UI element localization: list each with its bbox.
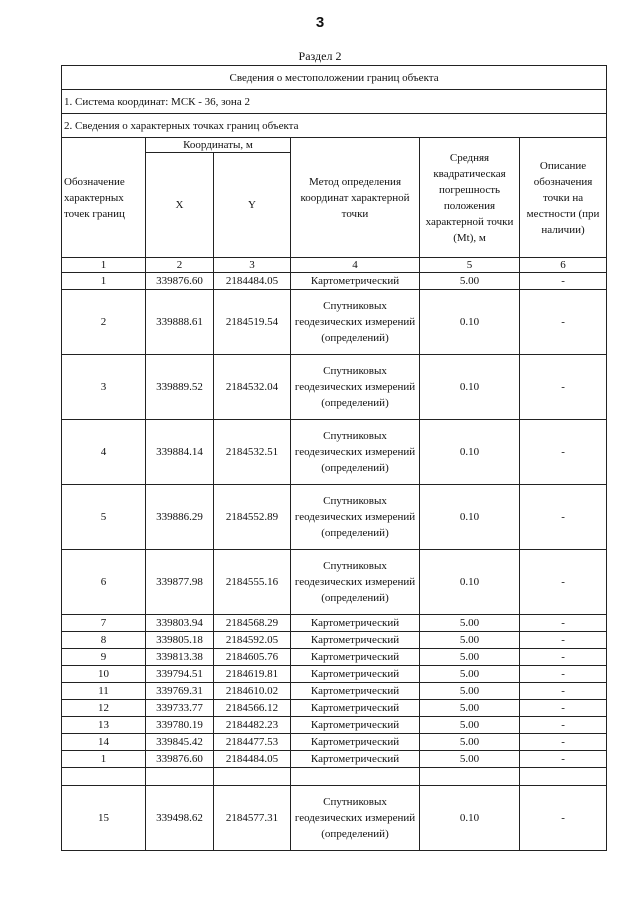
cell-desc: - [520,615,607,632]
cell-y: 2184484.05 [214,273,291,290]
cell-desc: - [520,717,607,734]
cell-point: 13 [62,717,146,734]
table-row [62,420,607,485]
cell-y: 2184577.31 [214,786,291,851]
colnum-6: 6 [520,258,607,273]
cell-point: 2 [62,290,146,355]
table-row [62,355,607,420]
cell-desc: - [520,649,607,666]
cell-mt: 5.00 [420,683,520,700]
header-description: Описание обозначения точки на местности (при наличии) [520,138,607,258]
cell-desc: - [520,700,607,717]
cell-method: Спутниковых геодезических измерений (определений) [291,355,420,420]
colnum-5: 5 [420,258,520,273]
table-row [62,615,607,632]
cell-point: 10 [62,666,146,683]
cell-x: 339498.62 [146,786,214,851]
cell-mt: 5.00 [420,666,520,683]
cell-desc: - [520,290,607,355]
cell-desc: - [520,273,607,290]
header-coords: Координаты, м [146,138,291,153]
cell-desc: - [520,485,607,550]
table-title: Сведения о местоположении границ объекта [62,66,607,90]
table-row [62,485,607,550]
cell-x: 339780.19 [146,717,214,734]
cell-method: Картометрический [291,632,420,649]
cell-point: 1 [62,751,146,768]
cell-desc: - [520,632,607,649]
cell-x: 339888.61 [146,290,214,355]
cell-desc: - [520,786,607,851]
boundary-table [61,65,607,851]
cell-point: 12 [62,700,146,717]
header-x: X [146,153,214,258]
cell-method [291,768,420,786]
cell-desc: - [520,550,607,615]
table-row [62,632,607,649]
cell-desc: - [520,734,607,751]
cell-point: 1 [62,273,146,290]
table-row [62,700,607,717]
table-row [62,717,607,734]
cell-x: 339805.18 [146,632,214,649]
section-title: Раздел 2 [298,49,342,63]
cell-y [214,768,291,786]
cell-y: 2184519.54 [214,290,291,355]
cell-x: 339884.14 [146,420,214,485]
cell-point [62,768,146,786]
cell-mt: 5.00 [420,751,520,768]
table-row [62,649,607,666]
cell-x: 339733.77 [146,700,214,717]
table-row [62,683,607,700]
cell-point: 11 [62,683,146,700]
cell-y: 2184532.51 [214,420,291,485]
cell-x: 339886.29 [146,485,214,550]
cell-mt: 5.00 [420,734,520,751]
cell-method: Спутниковых геодезических измерений (определений) [291,485,420,550]
cell-desc: - [520,666,607,683]
cell-method: Спутниковых геодезических измерений (определений) [291,786,420,851]
cell-method: Картометрический [291,717,420,734]
header-y: Y [214,153,291,258]
cell-point: 9 [62,649,146,666]
cell-mt: 0.10 [420,290,520,355]
cell-y: 2184477.53 [214,734,291,751]
points-title: 2. Сведения о характерных точках границ объекта [62,114,607,138]
header-designation: Обозначение характерных точек границ [62,138,146,258]
cell-desc: - [520,355,607,420]
cell-method: Картометрический [291,700,420,717]
cell-desc [520,768,607,786]
cell-mt: 5.00 [420,273,520,290]
cell-y: 2184552.89 [214,485,291,550]
cell-desc: - [520,420,607,485]
cell-desc: - [520,683,607,700]
cell-point: 4 [62,420,146,485]
table-row [62,786,607,851]
cell-point: 14 [62,734,146,751]
cell-method: Картометрический [291,683,420,700]
cell-method: Картометрический [291,615,420,632]
cell-mt: 0.10 [420,550,520,615]
cell-x: 339769.31 [146,683,214,700]
cell-y: 2184568.29 [214,615,291,632]
colnum-4: 4 [291,258,420,273]
cell-y: 2184605.76 [214,649,291,666]
cell-x: 339794.51 [146,666,214,683]
cell-x [146,768,214,786]
cell-mt: 5.00 [420,700,520,717]
cell-x: 339813.38 [146,649,214,666]
cell-method: Картометрический [291,734,420,751]
cell-method: Картометрический [291,666,420,683]
cell-mt: 5.00 [420,717,520,734]
cell-mt: 0.10 [420,485,520,550]
colnum-1: 1 [62,258,146,273]
cell-y: 2184532.04 [214,355,291,420]
colnum-2: 2 [146,258,214,273]
cell-point: 5 [62,485,146,550]
page-number: 3 [315,14,325,31]
cell-method: Спутниковых геодезических измерений (определений) [291,420,420,485]
cell-x: 339845.42 [146,734,214,751]
table-row [62,666,607,683]
cell-mt [420,768,520,786]
table-row [62,768,607,786]
cell-y: 2184482.23 [214,717,291,734]
cell-mt: 0.10 [420,355,520,420]
cell-method: Спутниковых геодезических измерений (определений) [291,290,420,355]
cell-y: 2184555.16 [214,550,291,615]
cell-method: Спутниковых геодезических измерений (определений) [291,550,420,615]
header-error: Средняя квадратическая погрешность положения характерной точки (Mt), м [420,138,520,258]
cell-point: 3 [62,355,146,420]
cell-mt: 5.00 [420,632,520,649]
cell-mt: 5.00 [420,649,520,666]
cell-x: 339876.60 [146,751,214,768]
cell-x: 339877.98 [146,550,214,615]
cell-mt: 0.10 [420,420,520,485]
cell-y: 2184619.81 [214,666,291,683]
cell-x: 339889.52 [146,355,214,420]
coord-system: 1. Система координат: МСК - 36, зона 2 [62,90,607,114]
cell-point: 6 [62,550,146,615]
cell-method: Картометрический [291,751,420,768]
cell-method: Картометрический [291,273,420,290]
header-method: Метод определения координат характерной точки [291,138,420,258]
colnum-3: 3 [214,258,291,273]
cell-point: 8 [62,632,146,649]
cell-desc: - [520,751,607,768]
cell-point: 7 [62,615,146,632]
table-row [62,273,607,290]
cell-x: 339803.94 [146,615,214,632]
cell-y: 2184610.02 [214,683,291,700]
table-row [62,751,607,768]
cell-method: Картометрический [291,649,420,666]
table-row [62,290,607,355]
cell-mt: 0.10 [420,786,520,851]
cell-mt: 5.00 [420,615,520,632]
table-row [62,734,607,751]
cell-y: 2184592.05 [214,632,291,649]
cell-y: 2184566.12 [214,700,291,717]
cell-y: 2184484.05 [214,751,291,768]
cell-point: 15 [62,786,146,851]
table-row [62,550,607,615]
cell-x: 339876.60 [146,273,214,290]
